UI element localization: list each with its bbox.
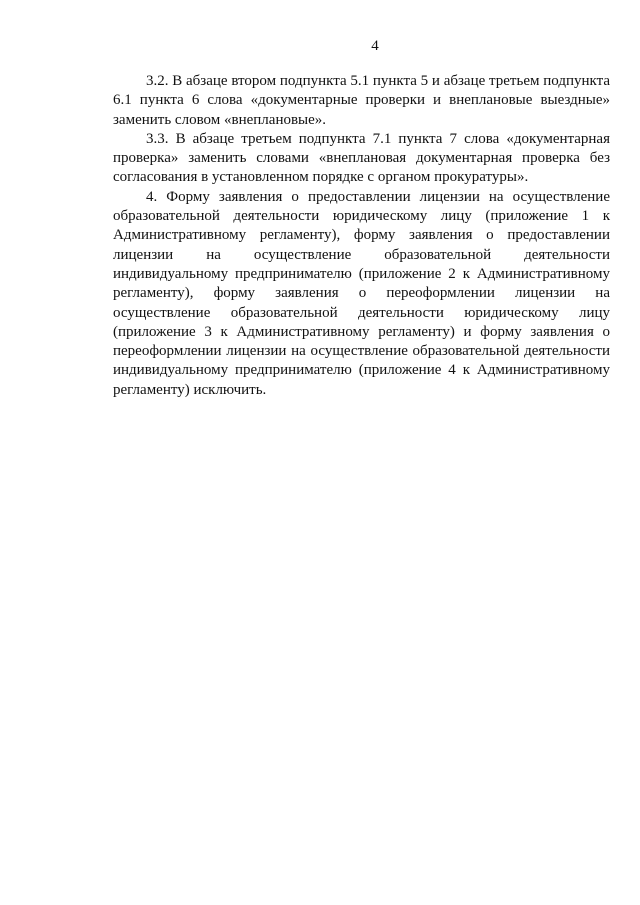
paragraph-4: 4. Форму заявления о предоставлении лицензии на осуществление образовательной деятельности юридическому лицу (приложение 1 к Административному регламенту), форму заявления о предоставлении лицензии на осуществление образовательной деятельности индивидуальному предпринимателю (приложение 2 к Административному регламенту), форму заявления о переоформлении лицензии на осуществление образовательной деятельности юридическому лицу (приложение 3 к Административному регламенту) и форму заявления о переоформлении лицензии на осуществление образовательной деятельности индивидуальному предпринимателю (приложение 4 к Административному регламенту) исключить. [113, 188, 610, 398]
paragraph-3-2: 3.2. В абзаце втором подпункта 5.1 пункта 5 и абзаце третьем подпункта 6.1 пункта 6 слова «документарные проверки и внеплановые выездные» заменить словом «внеплановые». [113, 73, 610, 128]
paragraph-3-3: 3.3. В абзаце третьем подпункта 7.1 пункта 7 слова «документарная проверка» заменить словами «внеплановая документарная проверка без согласования в установленном порядке с органом прокуратуры». [113, 130, 610, 186]
document-body [113, 72, 610, 400]
page-number: 4 [371, 38, 379, 54]
